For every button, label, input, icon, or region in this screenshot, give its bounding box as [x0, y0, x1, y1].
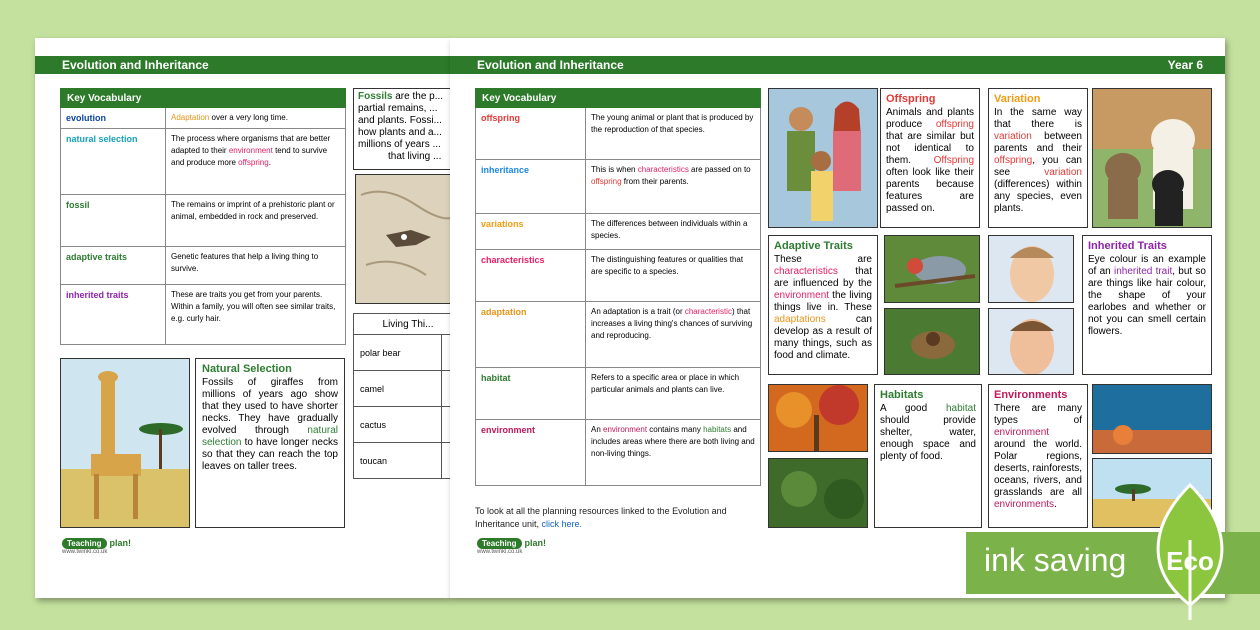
box-title: Offspring — [886, 93, 936, 105]
vocab-term: evolution — [61, 108, 166, 129]
table-row — [61, 285, 346, 345]
planner-page-right — [450, 38, 1225, 598]
giraffe-image — [60, 358, 190, 528]
adaptive-traits-box — [768, 235, 878, 375]
table-row — [61, 247, 346, 285]
vocab-header: Key Vocabulary — [476, 89, 761, 108]
offspring-box — [880, 88, 980, 228]
table-row — [476, 250, 761, 302]
vocab-term: characteristics — [476, 250, 586, 302]
vocab-table — [475, 88, 761, 486]
logo: Teaching plan! www.twinkl.co.uk — [62, 538, 132, 555]
ocean-icon — [1093, 385, 1212, 454]
vocab-term: offspring — [476, 108, 586, 160]
environments-box — [988, 384, 1088, 528]
vocab-def: Genetic features that help a living thing to survive. — [166, 247, 346, 285]
box-title: Habitats — [880, 389, 924, 401]
table-row — [61, 195, 346, 247]
fossils-box: Fossils are the p... partial remains, ... and plants. Fossi... how plants and a... millions of years ... that living ... — [353, 88, 450, 170]
year-label: Year 6 — [1167, 58, 1203, 72]
box-text: Fossils of giraffes from millions of years ago show that they used to have shorter necks. They have gradually evolved through natural selection to have longer necks so that they can reach the top leaves on taller trees. — [202, 377, 338, 472]
vocab-term: adaptive traits — [61, 247, 166, 285]
face-icon — [989, 236, 1074, 303]
ink-saving-label: ink saving — [984, 542, 1127, 578]
vocab-table — [60, 88, 346, 345]
box-text: In the same way that there is variation between parents and their offspring, you can see variation (differences) within any species, even plants. — [994, 107, 1082, 214]
page-title: Evolution and Inheritance — [477, 58, 624, 72]
vocab-term: habitat — [476, 368, 586, 420]
nest-icon — [885, 309, 980, 375]
forest-image — [768, 384, 868, 452]
jungle-image — [768, 458, 868, 528]
variation-box — [988, 88, 1088, 228]
vocab-def: An adaptation is a trait (or characteristic) that increases a living thing's chances of surviving and reproducing. — [586, 302, 761, 368]
bird-nest-image — [884, 308, 980, 375]
vocab-def: The distinguishing features or qualities that are specific to a species. — [586, 250, 761, 302]
vocab-def: The young animal or plant that is produced by the reproduction of that species. — [586, 108, 761, 160]
box-text: Eye colour is an example of an inherited trait, but so are things like hair colour, the shape of your earlobes and whether or not you can smell certain flowers. — [1088, 254, 1206, 337]
vocab-def: An environment contains many habitats and includes areas where there are both living and non-living things. — [586, 420, 761, 486]
inherited-traits-box — [1082, 235, 1212, 375]
natural-selection-box — [195, 358, 345, 528]
vocab-term: inherited traits — [61, 285, 166, 345]
vocab-term: environment — [476, 420, 586, 486]
vocab-def: The remains or imprint of a prehistoric plant or animal, embedded in rock and preserved. — [166, 195, 346, 247]
table-row — [476, 368, 761, 420]
table-row: cactus — [354, 407, 451, 443]
box-title: Environments — [994, 389, 1068, 401]
table-row — [476, 420, 761, 486]
table-row — [61, 108, 346, 129]
box-title: Natural Selection — [202, 363, 292, 375]
face-icon — [989, 309, 1074, 375]
vocab-def: Refers to a specific area or place in which particular animals and plants can live. — [586, 368, 761, 420]
click-here-link[interactable]: click here. — [541, 519, 583, 529]
vocab-def: The differences between individuals within a species. — [586, 214, 761, 250]
face-image — [988, 235, 1074, 303]
living-things-table — [353, 313, 450, 479]
vocab-def: The process where organisms that are better adapted to their environment tend to survive and produce more offspring. — [166, 129, 346, 195]
box-text: There are many types of environment around the world. Polar regions, deserts, rainforests, oceans, rivers, and grasslands are all environments. — [994, 403, 1082, 510]
fossil-image — [355, 174, 450, 304]
page-title: Evolution and Inheritance — [62, 58, 209, 72]
vocab-def: This is when characteristics are passed on to offspring from their parents. — [586, 160, 761, 214]
vocab-def: Adaptation over a very long time. — [166, 108, 346, 129]
living-things-header: Living Thi... — [354, 314, 451, 335]
table-row: polar bear — [354, 335, 451, 371]
table-row: camel — [354, 371, 451, 407]
vocab-def: These are traits you get from your parents. Within a family, you will often see similar traits, e.g. curly hair. — [166, 285, 346, 345]
giraffe-icon — [61, 359, 190, 528]
box-title: Adaptive Traits — [774, 240, 853, 252]
bird-icon — [885, 236, 980, 303]
logo: Teaching plan! www.twinkl.co.uk — [477, 538, 547, 555]
bird-image — [884, 235, 980, 303]
footer-note: To look at all the planning resources linked to the Evolution and Inheritance unit, click here. — [475, 506, 727, 529]
table-row: toucan — [354, 443, 451, 479]
eco-label: Eco — [1166, 546, 1214, 576]
table-row — [476, 108, 761, 160]
box-text: A good habitat should provide shelter, water, enough space and plenty of food. — [880, 403, 976, 462]
vocab-term: inheritance — [476, 160, 586, 214]
vocab-term: variations — [476, 214, 586, 250]
vocab-header: Key Vocabulary — [61, 89, 346, 108]
eco-leaf-icon — [1140, 480, 1240, 620]
box-title: Inherited Traits — [1088, 240, 1167, 252]
family-icon — [769, 89, 878, 228]
vocab-term: adaptation — [476, 302, 586, 368]
dogs-image — [1092, 88, 1212, 228]
box-text: Animals and plants produce offspring that are similar but not identical to them. Offspring often look like their parents because features are passed on. — [886, 107, 974, 214]
table-row — [476, 302, 761, 368]
vocab-term: fossil — [61, 195, 166, 247]
forest-icon — [769, 385, 868, 452]
table-row — [476, 160, 761, 214]
box-text: These are characteristics that are influenced by the environment the living things live in. These adaptations can develop as a result of many things, such as food and climate. — [774, 254, 872, 361]
table-row — [476, 214, 761, 250]
box-title: Variation — [994, 93, 1041, 105]
family-image — [768, 88, 878, 228]
fossil-icon — [356, 175, 450, 304]
planner-page-left — [35, 38, 450, 598]
ocean-image — [1092, 384, 1212, 454]
table-row — [61, 129, 346, 195]
vocab-term: natural selection — [61, 129, 166, 195]
habitats-box — [874, 384, 982, 528]
page-banner — [35, 56, 450, 74]
page-banner — [450, 56, 1225, 74]
face-image-2 — [988, 308, 1074, 375]
jungle-icon — [769, 459, 868, 528]
dogs-icon — [1093, 89, 1212, 228]
